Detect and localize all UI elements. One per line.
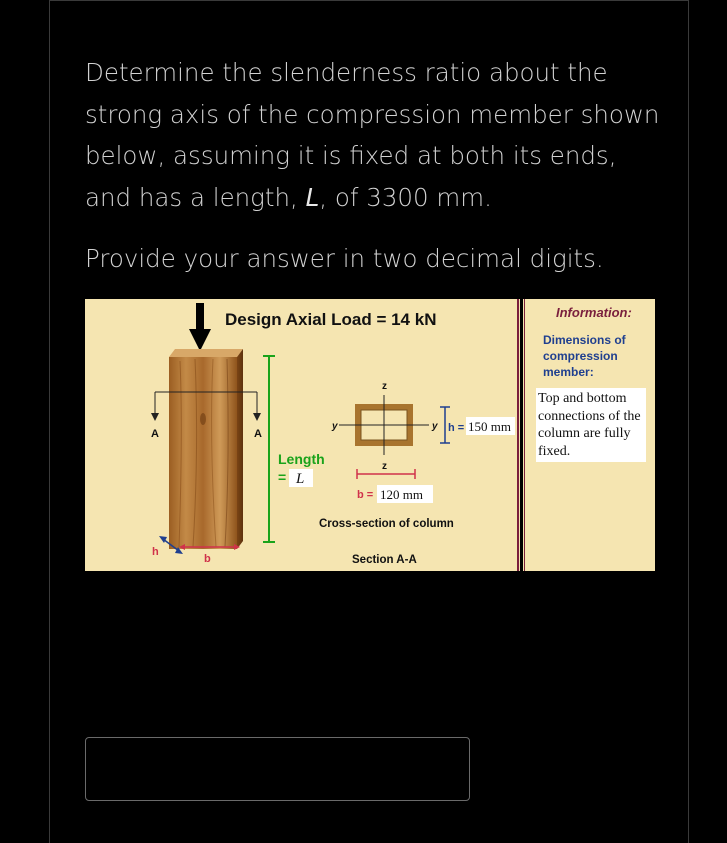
answer-input[interactable]: [85, 737, 470, 801]
question-text: [85, 52, 665, 218]
axis-z-bottom: z: [382, 461, 387, 472]
h-dim-prefix: h =: [448, 422, 465, 434]
h-base-label: h: [152, 546, 159, 558]
question-text-part-1: Determine the slenderness ratio about the strong axis of the compression member shown below, assuming it is fixed at both its ends, and has a length,: [85, 58, 660, 212]
info-subtitle-1: Dimensions of: [543, 333, 626, 347]
b-dim-prefix: b =: [357, 489, 374, 501]
info-title: Information:: [556, 305, 632, 320]
axis-y-right: y: [432, 421, 438, 432]
question-text-part-2: , of 3300 mm.: [319, 182, 492, 212]
length-equals: =: [278, 469, 287, 485]
section-marker-right: A: [254, 428, 262, 440]
info-subtitle-3: member:: [543, 365, 594, 379]
axis-y-left: y: [332, 421, 338, 432]
axis-z-top: z: [382, 381, 387, 392]
section-caption: Section A-A: [352, 554, 417, 566]
info-subtitle-2: compression: [543, 349, 618, 363]
section-marker-left: A: [151, 428, 159, 440]
h-dim-value: 150 mm: [468, 419, 511, 434]
answer-instruction: Provide your answer in two decimal digits.: [85, 244, 604, 273]
timber-column: [169, 349, 243, 549]
length-variable-label: L: [296, 471, 305, 487]
b-dim-value: 120 mm: [380, 487, 423, 502]
length-variable: L: [305, 182, 320, 212]
diagram-panel: [85, 299, 517, 571]
connection-info-text: Top and bottom connections of the column are fully fixed.: [536, 388, 646, 462]
b-base-label: b: [204, 553, 211, 565]
length-label: Length: [278, 451, 325, 467]
cross-section-caption: Cross-section of column: [319, 518, 454, 530]
design-load-title: Design Axial Load = 14 kN: [225, 310, 437, 329]
